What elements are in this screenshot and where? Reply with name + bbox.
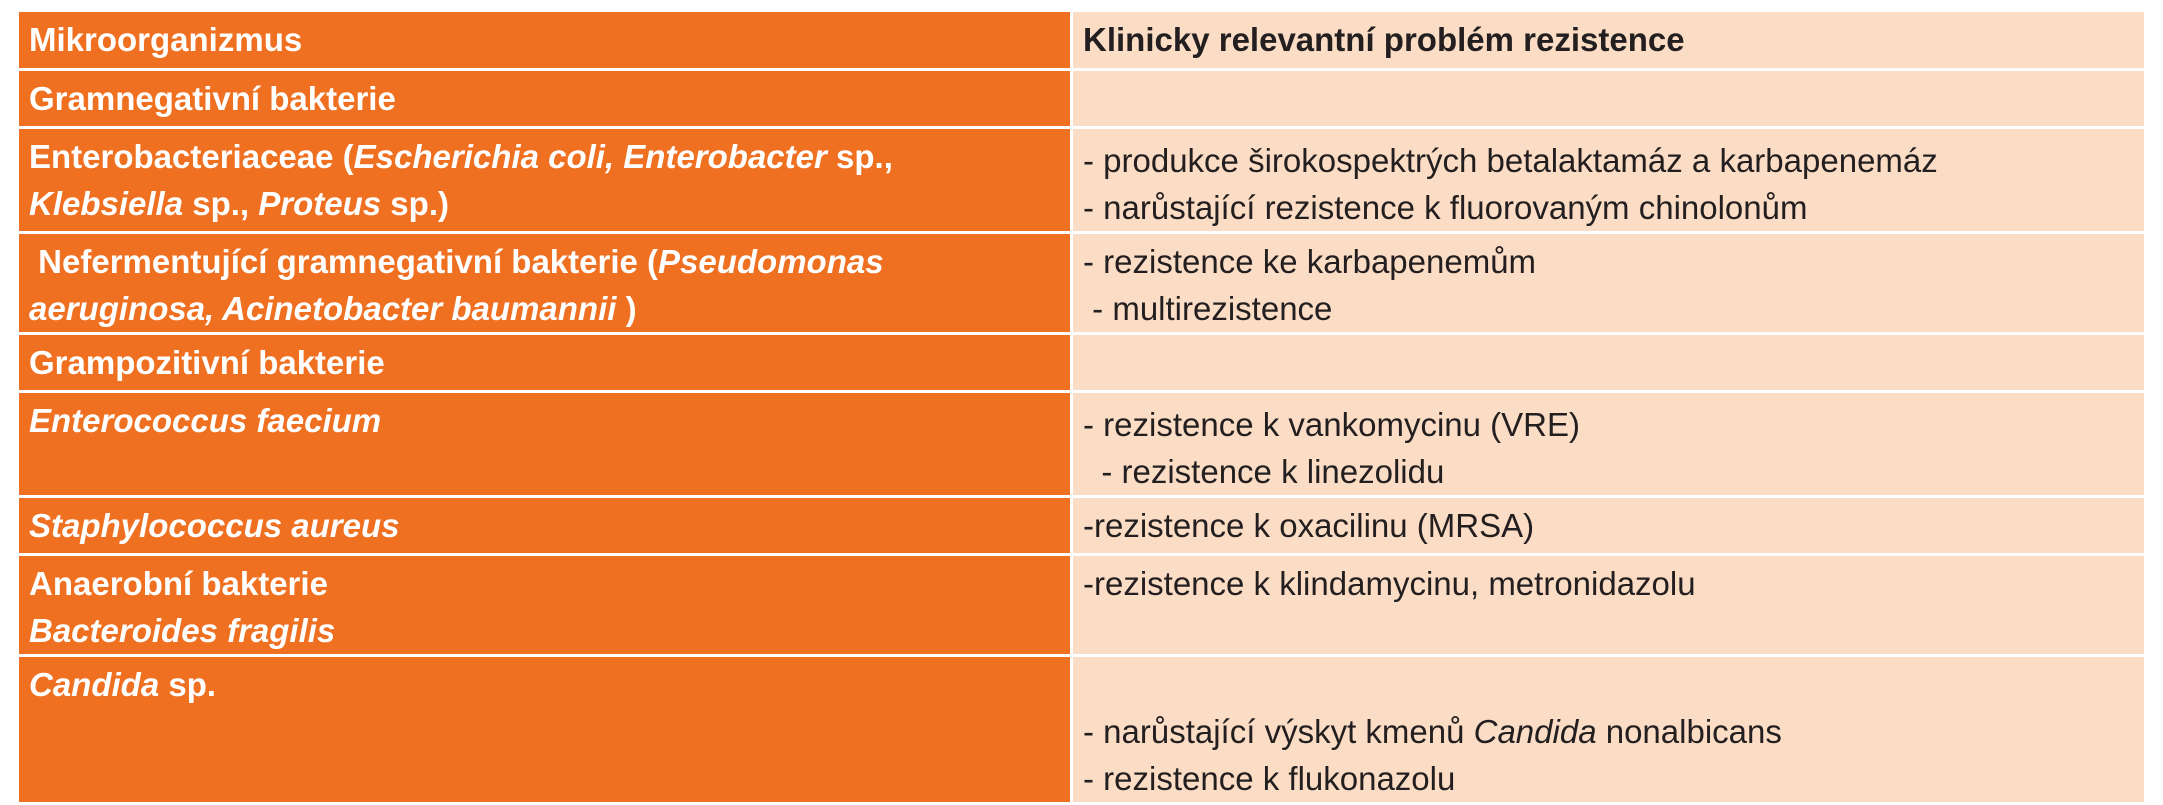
text-segment: -rezistence k oxacilinu (MRSA) [1083,507,1535,544]
problem-cell [1072,392,2146,497]
cell-line [1083,755,2134,802]
text-segment: sp.) [381,185,449,222]
problem-cell [1072,555,2146,656]
table-row [18,392,2146,497]
cell-line [1083,285,2134,332]
italic-text: Candida [1473,713,1597,750]
italic-text: Proteus [258,185,382,222]
text-segment: sp., [183,185,259,222]
organism-cell [18,392,1072,497]
text-segment: - rezistence ke karbapenemům [1083,243,1537,280]
text-segment: - narůstající výskyt kmenů [1083,713,1474,750]
problem-cell [1072,128,2146,233]
text-segment: sp., [826,138,893,175]
text-segment: Nefermentující gramnegativní bakterie ( [29,243,659,280]
text-segment: -rezistence k klindamycinu, metronidazolu [1083,565,1696,602]
text-segment: Gramnegativní bakterie [29,80,396,117]
header-resistance-problem: Klinicky relevantní problém rezistence [1072,11,2146,70]
cell-line [1083,502,2134,549]
organism-cell [18,555,1072,656]
problem-cell [1072,70,2146,128]
cell-line [1083,238,2134,285]
text-segment: - rezistence k flukonazolu [1083,760,1456,797]
italic-text: Staphylococcus aureus [29,507,400,544]
header-microorganism: Mikroorganizmus [18,11,1072,70]
organism-cell [18,233,1072,334]
cell-line [29,133,1060,180]
italic-text: Pseudomonas [658,243,884,280]
table-header-row [18,11,2146,70]
organism-cell [18,70,1072,128]
italic-text: Bacteroides fragilis [29,612,336,649]
italic-text: Candida [29,666,160,703]
cell-line [1083,448,2134,495]
cell-line [29,180,1060,227]
italic-text: Escherichia coli, Enterobacter [353,138,827,175]
cell-line [1083,401,2134,448]
table-row [18,334,2146,392]
text-segment: - multirezistence [1083,290,1333,327]
italic-text: Klebsiella [29,185,184,222]
organism-cell [18,128,1072,233]
cell-line [1083,184,2134,231]
table-row [18,128,2146,233]
cell-line [29,661,1060,708]
cell-line [29,238,1060,285]
cell-line [29,560,1060,607]
cell-line [29,397,1060,444]
text-segment: Anaerobní bakterie [29,565,328,602]
cell-line [29,339,1060,386]
text-segment: Enterobacteriaceae ( [29,138,354,175]
cell-line [1083,708,2134,755]
italic-text: aeruginosa, Acinetobacter baumannii [29,290,617,327]
cell-line [29,502,1060,549]
table-row [18,497,2146,555]
text-segment: Grampozitivní bakterie [29,344,385,381]
table-row [18,70,2146,128]
problem-cell [1072,497,2146,555]
problem-cell [1072,334,2146,392]
text-segment: sp. [159,666,217,703]
cell-line [29,75,1060,122]
cell-line [1083,560,2134,607]
table-row [18,656,2146,804]
resistance-table [16,9,2147,805]
organism-cell [18,656,1072,804]
organism-cell [18,334,1072,392]
table-body [18,11,2146,804]
cell-line [1083,137,2134,184]
problem-cell [1072,656,2146,804]
text-segment: - rezistence k linezolidu [1083,453,1445,490]
italic-text: Enterococcus faecium [29,402,382,439]
problem-cell [1072,233,2146,334]
table-row [18,233,2146,334]
organism-cell [18,497,1072,555]
text-segment: ) [616,290,637,327]
text-segment: nonalbicans [1596,713,1782,750]
text-segment: - produkce širokospektrých betalaktamáz a karbapenemáz [1083,142,1938,179]
text-segment: - narůstající rezistence k fluorovaným chinolonům [1083,189,1808,226]
cell-line [29,607,1060,654]
text-segment: - rezistence k vankomycinu (VRE) [1083,406,1580,443]
cell-line [29,285,1060,332]
cell-line [1083,661,2134,708]
table-row [18,555,2146,656]
